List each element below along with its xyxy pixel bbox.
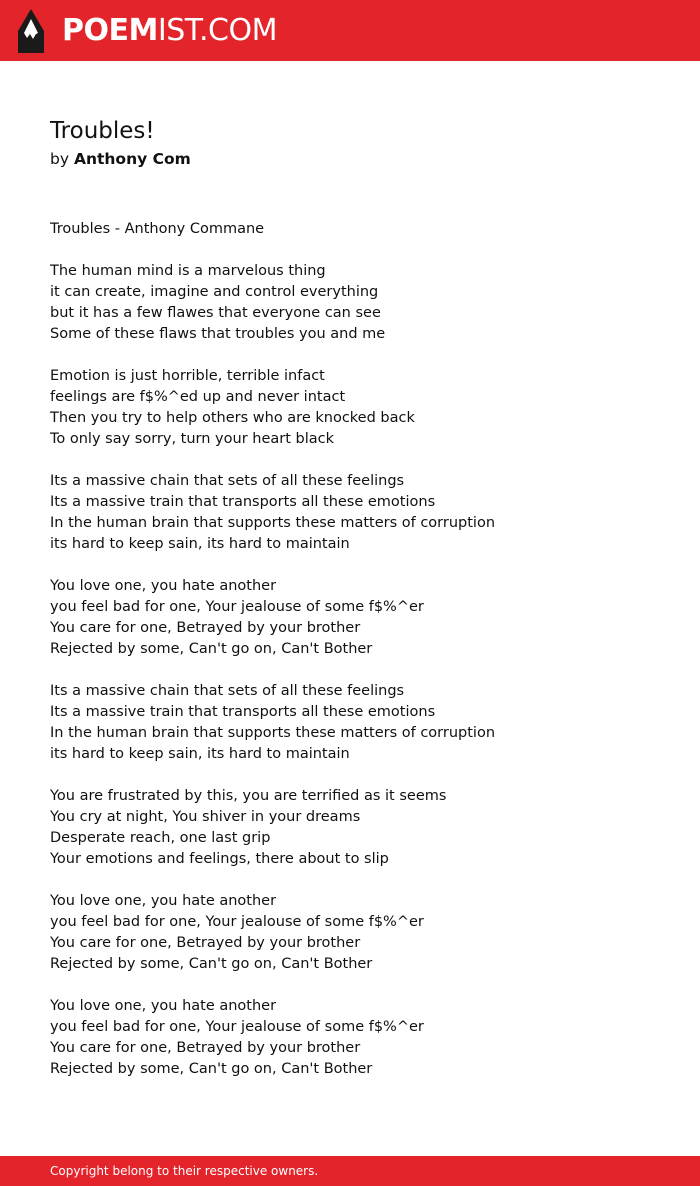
poem-line: You are frustrated by this, you are terrified as it seems: [50, 788, 447, 804]
poem-stanza: [50, 996, 670, 1080]
poem-line: its hard to keep sain, its hard to maintain: [50, 746, 350, 762]
by-label: by: [50, 150, 70, 168]
poem-line: You care for one, Betrayed by your brother: [50, 935, 361, 951]
poem-line: You love one, you hate another: [50, 578, 277, 594]
poem-line: you feel bad for one, Your jealouse of some f$%^er: [50, 599, 424, 615]
poem-line: Then you try to help others who are knocked back: [50, 410, 415, 426]
poem-line: its hard to keep sain, its hard to maintain: [50, 536, 350, 552]
poem-byline: [50, 149, 191, 169]
poem-line: you feel bad for one, Your jealouse of some f$%^er: [50, 914, 424, 930]
poem-line: you feel bad for one, Your jealouse of some f$%^er: [50, 1019, 424, 1035]
poem-line: You love one, you hate another: [50, 893, 277, 909]
poem-line: Rejected by some, Can't go on, Can't Bother: [50, 1061, 373, 1077]
poem-line: Desperate reach, one last grip: [50, 830, 271, 846]
poem-stanza: [50, 471, 670, 555]
brand-light: IST.COM: [157, 13, 277, 48]
poem-line: You love one, you hate another: [50, 998, 277, 1014]
site-logo-link[interactable]: [16, 8, 277, 54]
poem-line: You care for one, Betrayed by your brother: [50, 1040, 361, 1056]
poem-stanza: [50, 219, 670, 240]
poem-stanza: [50, 786, 670, 870]
poem-line: Troubles - Anthony Commane: [50, 221, 265, 237]
poem-line: Rejected by some, Can't go on, Can't Bother: [50, 641, 373, 657]
poem-line: it can create, imagine and control everything: [50, 284, 379, 300]
brand-bold: POEM: [62, 13, 158, 48]
poem-line: In the human brain that supports these matters of corruption: [50, 515, 496, 531]
poem-stanza: [50, 366, 670, 450]
poem-line: To only say sorry, turn your heart black: [50, 431, 335, 447]
poem-stanza: [50, 576, 670, 660]
copyright-text: Copyright belong to their respective owners.: [50, 1164, 319, 1178]
poem-body: [50, 219, 670, 1101]
pencil-icon: [16, 9, 46, 53]
poem-line: Rejected by some, Can't go on, Can't Bother: [50, 956, 373, 972]
poem-line: Its a massive chain that sets of all these feelings: [50, 473, 405, 489]
poem-line: In the human brain that supports these matters of corruption: [50, 725, 496, 741]
poem-stanza: [50, 681, 670, 765]
poem-line: The human mind is a marvelous thing: [50, 263, 326, 279]
poem-stanza: [50, 891, 670, 975]
site-footer: [0, 1156, 700, 1186]
poem-line: You cry at night, You shiver in your dreams: [50, 809, 361, 825]
poem-line: You care for one, Betrayed by your brother: [50, 620, 361, 636]
poem-line: Emotion is just horrible, terrible infact: [50, 368, 325, 384]
site-logo-text: [62, 13, 277, 48]
site-header: [0, 0, 700, 61]
poem-line: Its a massive train that transports all these emotions: [50, 704, 436, 720]
poem-line: feelings are f$%^ed up and never intact: [50, 389, 346, 405]
poem-title: Troubles!: [50, 118, 155, 144]
poem-line: but it has a few flawes that everyone can see: [50, 305, 381, 321]
poem-line: Its a massive train that transports all these emotions: [50, 494, 436, 510]
author-name: Anthony Com: [73, 150, 191, 168]
poem-line: Its a massive chain that sets of all these feelings: [50, 683, 405, 699]
poem-line: Your emotions and feelings, there about to slip: [50, 851, 389, 867]
poem-line: Some of these flaws that troubles you and me: [50, 326, 386, 342]
poem-stanza: [50, 261, 670, 345]
